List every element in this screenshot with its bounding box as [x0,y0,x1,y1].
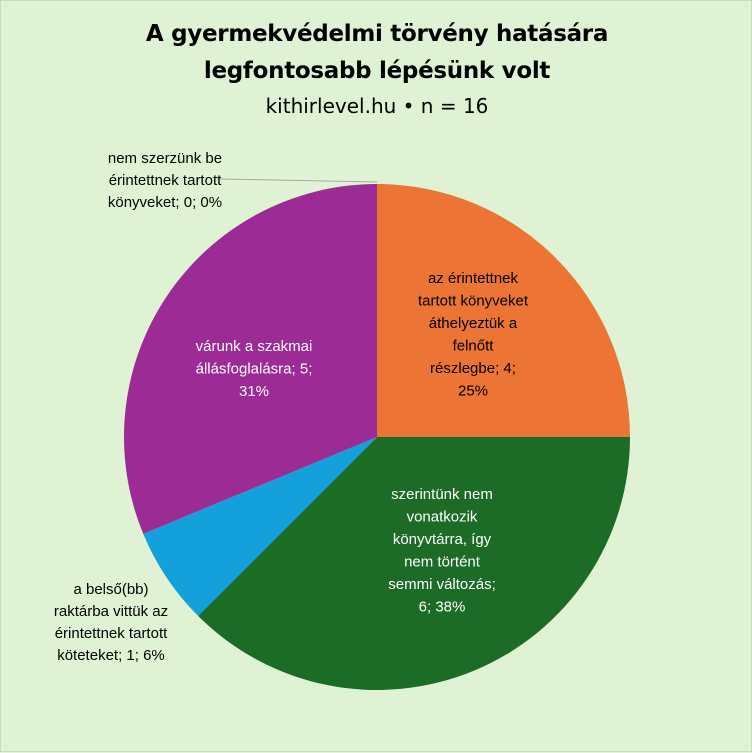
data-label-2-line: áthelyeztük a [428,315,518,332]
pie-slice-2 [377,184,630,437]
data-label-5-line: várunk a szakmai [195,338,313,355]
data-label-2-line: 25% [457,382,489,400]
data-label-1-line: nem szerzünk be [107,150,223,167]
chart-title-line-1: A gyermekvédelmi törvény hatására [145,21,609,47]
data-label-2-line: részlegbe; 4; [430,360,516,377]
data-label-4-line: köteteket; 1; 6% [57,647,165,664]
data-label-4-line: raktárba vittük az [53,603,169,620]
data-label-3-line: vonatkozik [406,508,478,526]
data-label-3-line: 6; 38% [418,598,466,616]
chart-title-line-2: legfontosabb lépésünk volt [203,58,551,84]
leader-line-1 [219,179,377,182]
data-label-5-line: állásfoglalásra; 5; [195,360,313,378]
pie-chart [1,1,752,753]
chart-subtitle: kithirlevel.hu • n = 16 [265,94,489,118]
data-label-1-line: könyveket; 0; 0% [107,194,223,211]
data-label-4 [54,581,168,664]
data-label-2-line: tartott könyveket [417,292,529,310]
data-label-2-line: az érintettnek [427,270,519,287]
data-label-1 [108,150,222,211]
data-label-4-line: a belső(bb) [73,581,149,598]
data-label-3-line: könyvtárra, így [392,531,492,548]
data-label-5-line: 31% [238,383,270,400]
data-label-3-line: nem történt [404,553,480,571]
data-label-3-line: szerintünk nem [391,486,493,503]
data-label-4-line: érintettnek tartott [54,625,168,642]
data-label-1-line: érintettnek tartott [108,172,222,189]
data-label-2-line: felnőtt [452,337,494,355]
data-label-3-line: semmi változás; [388,576,496,593]
